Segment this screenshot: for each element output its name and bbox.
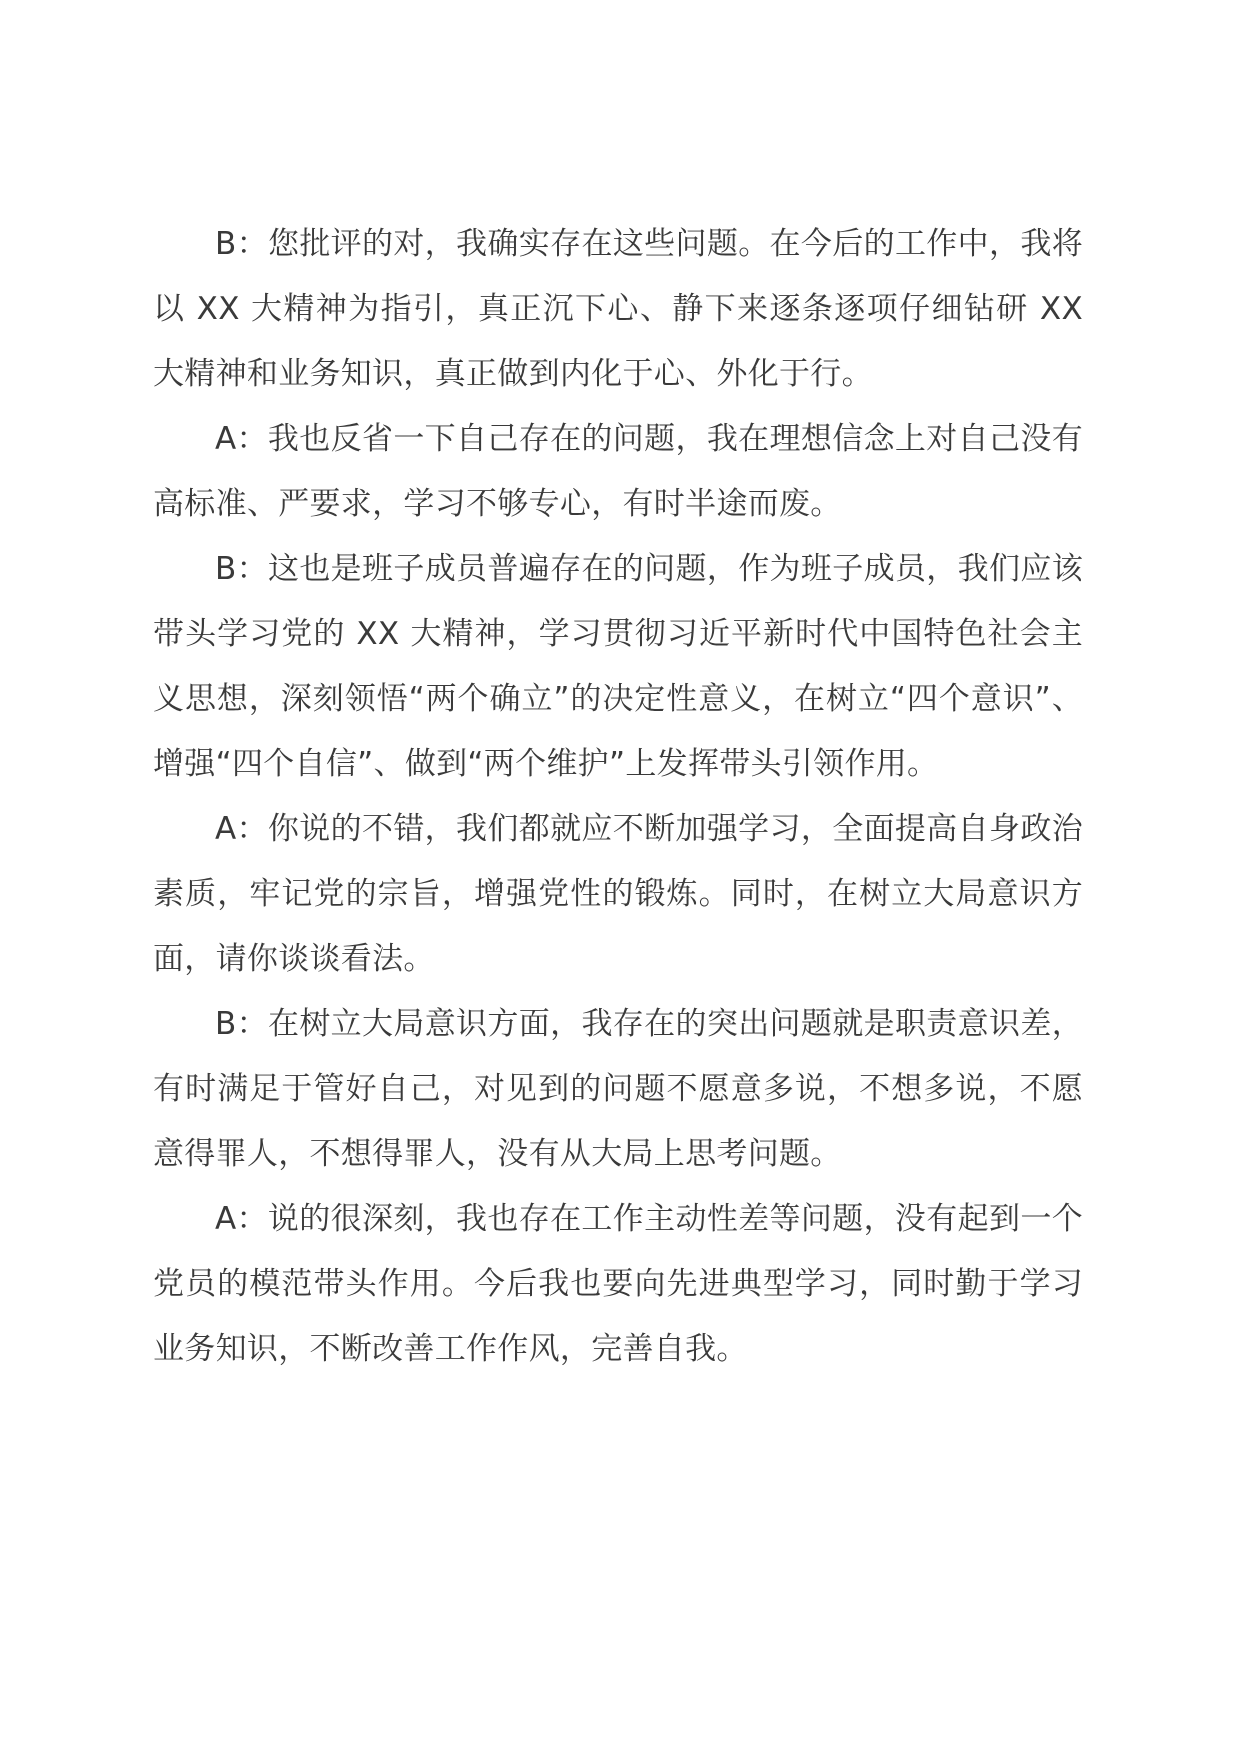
paragraph-a-self-reflection: A：我也反省一下自己存在的问题，我在理想信念上对自己没有高标准、严要求，学习不够专心，有时半途而废。 — [153, 421, 1083, 522]
paragraph-b-response-1: B：您批评的对，我确实存在这些问题。在今后的工作中，我将以 XX 大精神为指引，真正沉下心、静下来逐条逐项仔细钻研 XX 大精神和业务知识，真正做到内化于心、外化于行。 — [153, 226, 1083, 392]
paragraph-b-team-issue: B：这也是班子成员普遍存在的问题，作为班子成员，我们应该带头学习党的 XX 大精神，学习贯彻习近平新时代中国特色社会主义思想，深刻领悟“两个确立”的决定性意义，在树立“四个意识”、增强“四个自信”、做到“两个维护”上发挥带头引领作用。 — [153, 551, 1083, 782]
paragraph-a-closing: A：说的很深刻，我也存在工作主动性差等问题，没有起到一个党员的模范带头作用。今后我也要向先进典型学习，同时勤于学习业务知识，不断改善工作作风，完善自我。 — [153, 1201, 1083, 1367]
paragraph-a-strengthen-learning: A：你说的不错，我们都就应不断加强学习，全面提高自身政治素质，牢记党的宗旨，增强党性的锻炼。同时，在树立大局意识方面，请你谈谈看法。 — [153, 811, 1083, 977]
paragraph-b-overall-awareness: B：在树立大局意识方面，我存在的突出问题就是职责意识差，有时满足于管好自己，对见到的问题不愿意多说，不想多说，不愿意得罪人，不想得罪人，没有从大局上思考问题。 — [153, 1006, 1083, 1172]
document-body — [153, 212, 1083, 1382]
